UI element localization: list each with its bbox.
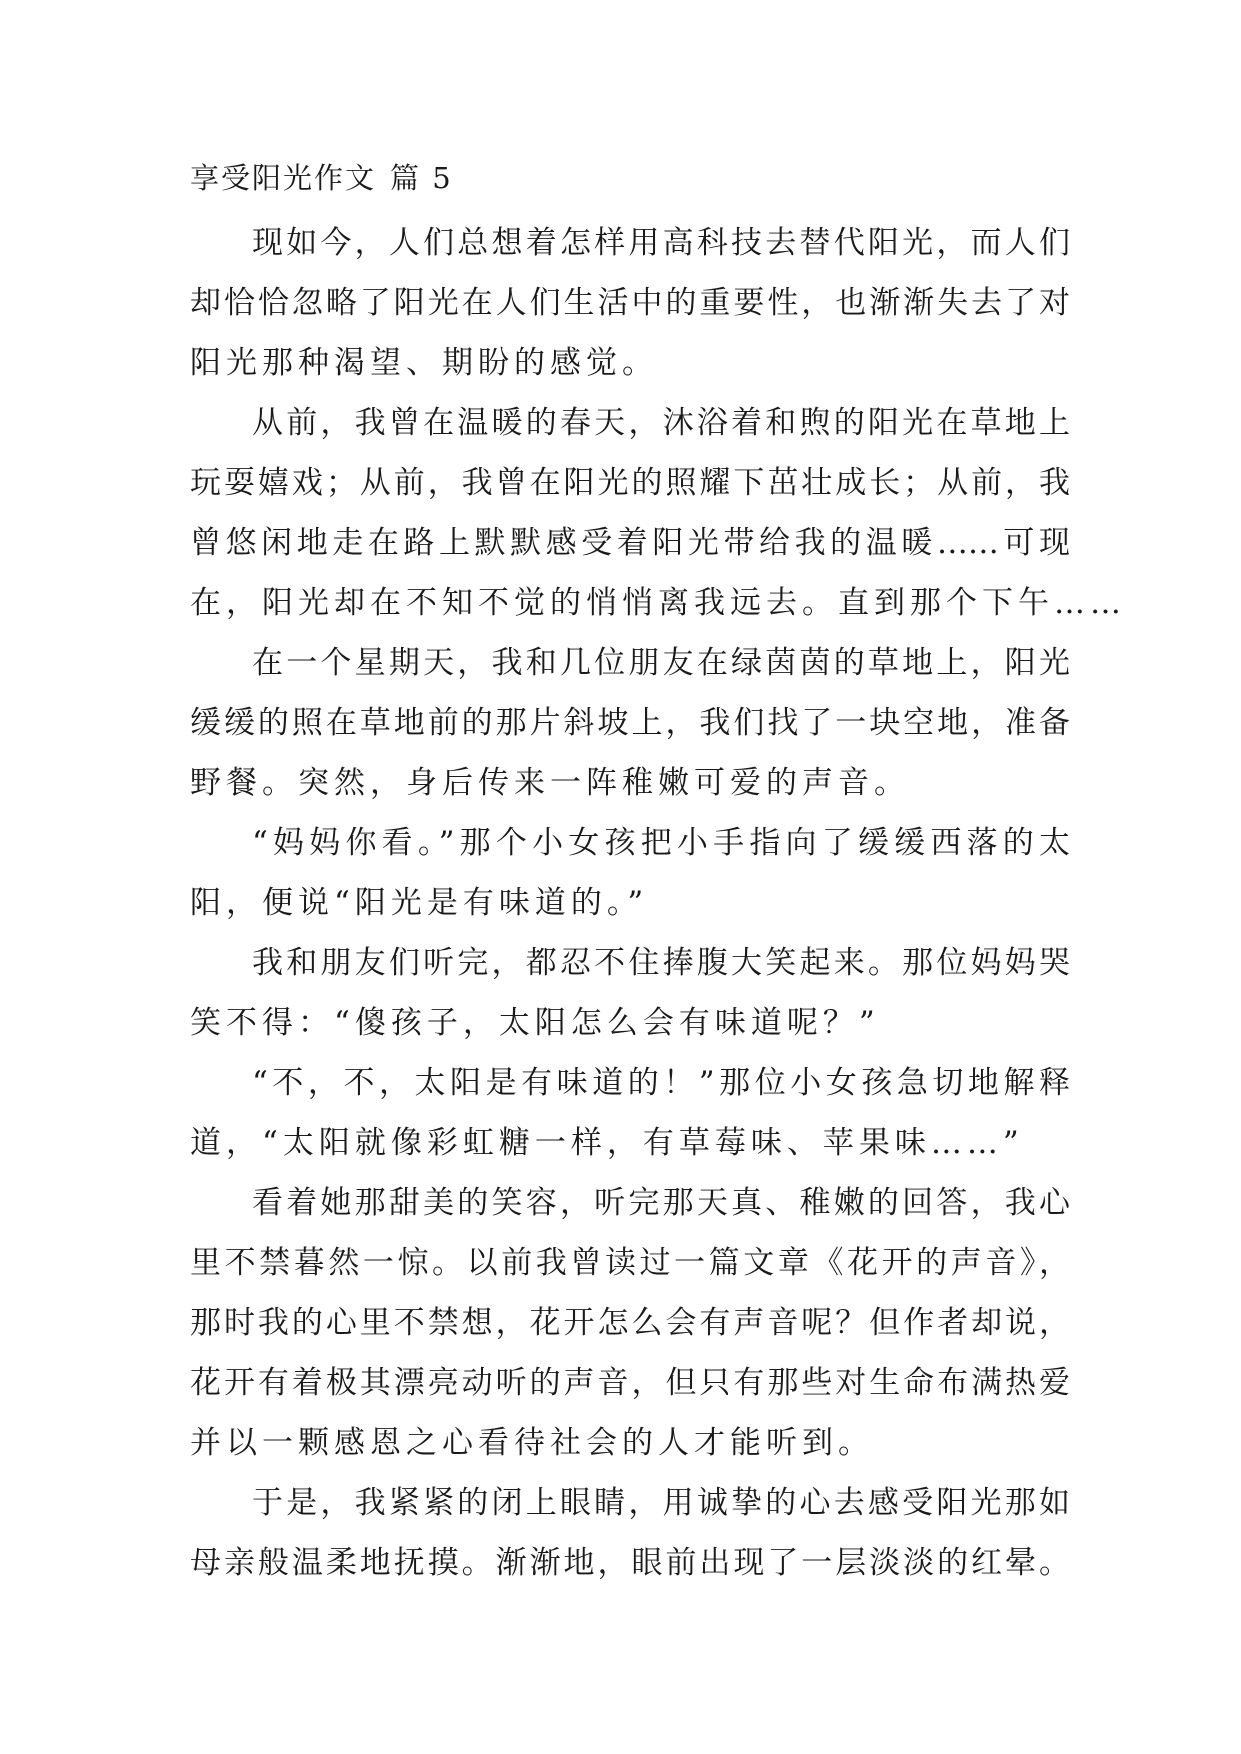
- text-line: 缓缓的照在草地前的那片斜坡上，我们找了一块空地，准备: [190, 705, 1070, 741]
- text-line: 在，阳光却在不知不觉的悄悄离我远去。直到那个下午……: [190, 585, 1126, 621]
- text-line: 母亲般温柔地抚摸。渐渐地，眼前出现了一层淡淡的红晕。: [190, 1545, 1070, 1581]
- text-line: 从前，我曾在温暖的春天，沐浴着和煦的阳光在草地上: [252, 405, 1070, 441]
- paragraph: [190, 1473, 1070, 1593]
- text-line: 曾悠闲地走在路上默默感受着阳光带给我的温暖……可现: [190, 525, 1070, 561]
- text-line: 笑不得：“傻孩子，太阳怎么会有味道呢？”: [190, 1005, 880, 1041]
- paragraph: [190, 393, 1126, 633]
- text-line: 却恰恰忽略了阳光在人们生活中的重要性，也渐渐失去了对: [190, 285, 1070, 321]
- text-line: 里不禁暮然一惊。以前我曾读过一篇文章《花开的声音》，: [190, 1245, 1070, 1281]
- text-line: 阳光那种渴望、期盼的感觉。: [190, 345, 658, 381]
- text-line: 野餐。突然，身后传来一阵稚嫩可爱的声音。: [190, 765, 910, 801]
- paragraph: [190, 633, 1070, 813]
- paragraph: [190, 213, 1070, 393]
- document-title: [190, 158, 453, 198]
- text-line: 看着她那甜美的笑容，听完那天真、稚嫩的回答，我心: [252, 1185, 1070, 1221]
- title-text: 享受阳光作文: [190, 161, 377, 195]
- text-line: 道，“太阳就像彩虹糖一样，有草莓味、苹果味……”: [190, 1125, 1024, 1161]
- text-line: “妈妈你看。”那个小女孩把小手指向了缓缓西落的太: [252, 825, 1070, 861]
- document-body: [190, 213, 1126, 1593]
- paragraph: [190, 933, 1070, 1053]
- paragraph: [190, 1173, 1070, 1473]
- text-line: 并以一颗感恩之心看待社会的人才能听到。: [190, 1425, 874, 1461]
- text-line: 花开有着极其漂亮动听的声音，但只有那些对生命布满热爱: [190, 1365, 1070, 1401]
- text-line: 现如今，人们总想着怎样用高科技去替代阳光，而人们: [252, 225, 1070, 261]
- text-line: 我和朋友们听完，都忍不住捧腹大笑起来。那位妈妈哭: [252, 945, 1070, 981]
- text-line: 于是，我紧紧的闭上眼睛，用诚挚的心去感受阳光那如: [252, 1485, 1070, 1521]
- paragraph: [190, 813, 1070, 933]
- paragraph: [190, 1053, 1070, 1173]
- title-suffix: 篇 5: [390, 161, 453, 195]
- text-line: 玩耍嬉戏；从前，我曾在阳光的照耀下茁壮成长；从前，我: [190, 465, 1070, 501]
- text-line: “不，不，太阳是有味道的！”那位小女孩急切地解释: [252, 1065, 1070, 1101]
- text-line: 在一个星期天，我和几位朋友在绿茵茵的草地上，阳光: [252, 645, 1070, 681]
- text-line: 那时我的心里不禁想，花开怎么会有声音呢？但作者却说，: [190, 1305, 1070, 1341]
- text-line: 阳，便说“阳光是有味道的。”: [190, 885, 649, 921]
